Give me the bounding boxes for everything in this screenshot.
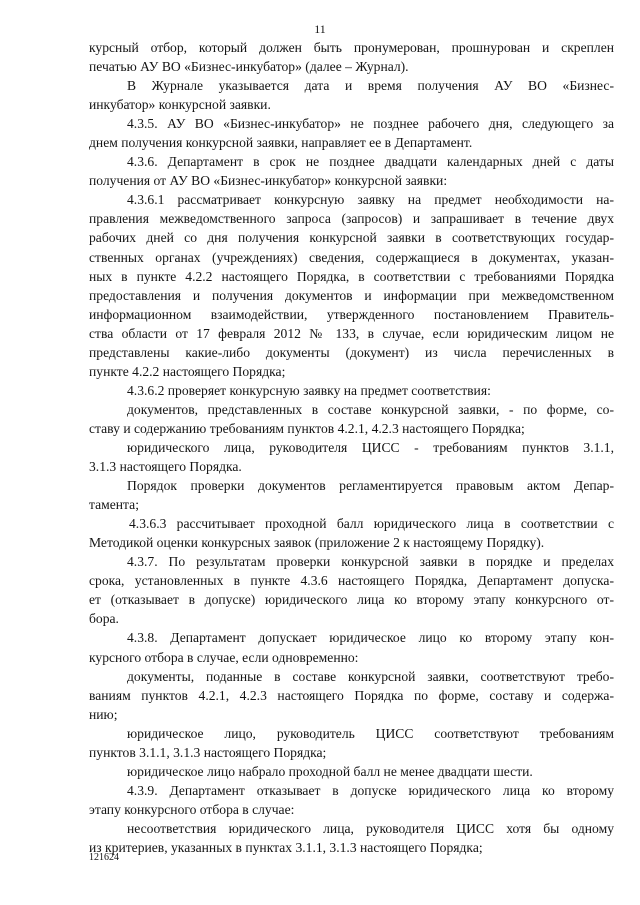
text-line: днем получения конкурсной заявки, направляет ее в Департамент.: [89, 135, 473, 151]
text-line: представлены какие-либо документы (документ) из числа перечисленных в: [89, 344, 614, 360]
text-line: 4.3.5. АУ ВО «Бизнес-инкубатор» не позднее рабочего дня, следующего за: [127, 116, 614, 132]
text-line: печатью АУ ВО «Бизнес-инкубатор» (далее – Журнал).: [89, 59, 409, 75]
document-code: 121624: [89, 852, 119, 863]
text-line: Порядок проверки документов регламентируется правовым актом Депар-: [127, 478, 614, 494]
text-line: этапу конкурсного отбора в случае:: [89, 801, 295, 817]
text-line: рабочих дней со дня получения конкурсной заявки в соответствующих государ-: [89, 230, 614, 246]
text-line: В Журнале указывается дата и время получения АУ ВО «Бизнес-: [127, 78, 614, 94]
text-line: бора.: [89, 611, 119, 627]
text-line: курсный отбор, который должен быть пронумерован, прошнурован и скреплен: [89, 40, 614, 55]
text-line: ных в пункте 4.2.2 настоящего Порядка, в соответствии с требованиями Порядка: [89, 268, 614, 284]
text-line: нию;: [89, 706, 118, 722]
text-line: тамента;: [89, 497, 139, 513]
text-line: документов, представленных в составе конкурсной заявки, - по форме, со-: [127, 401, 614, 417]
text-line: инкубатор» конкурсной заявки.: [89, 97, 271, 113]
text-line: ства области от 17 февраля 2012 № 133, в случае, если юридическим лицом не: [89, 325, 614, 341]
text-line: 4.3.8. Департамент допускает юридическое лицо ко второму этапу кон-: [127, 630, 614, 646]
text-line: 4.3.7. По результатам проверки конкурсной заявки в порядке и пределах: [127, 554, 614, 570]
text-line: юридического лица, руководителя ЦИСС - требованиям пунктов 3.1.1,: [127, 439, 614, 455]
text-line: ставу и содержанию требованиям пунктов 4.2.1, 4.2.3 настоящего Порядка;: [89, 420, 525, 436]
text-line: 4.3.6.1 рассматривает конкурсную заявку на предмет необходимости на-: [127, 192, 614, 208]
text-line: пунктов 3.1.1, 3.1.3 настоящего Порядка;: [89, 744, 327, 760]
text-line: курсного отбора в случае, если одновременно:: [89, 649, 359, 665]
text-line: 4.3.9. Департамент отказывает в допуске юридического лица ко второму: [127, 782, 614, 798]
text-line: 3.1.3 настоящего Порядка.: [89, 459, 242, 475]
text-line: предоставления и получения документов и информации при межведомственном: [89, 287, 614, 303]
document-body: [89, 38, 614, 857]
text-line: несоответствия юридического лица, руководителя ЦИСС хотя бы одному: [127, 820, 614, 836]
text-line: Методикой оценки конкурсных заявок (приложение 2 к настоящему Порядку).: [89, 535, 545, 551]
text-line: 4.3.6.3 рассчитывает проходной балл юридического лица в соответствии с: [129, 516, 614, 532]
text-line: ваниям пунктов 4.2.1, 4.2.3 настоящего Порядка по форме, составу и содержа-: [89, 687, 614, 703]
text-line: ственных органах (учреждениях) сведения, содержащиеся в документах, указан-: [89, 249, 614, 265]
text-line: получения от АУ ВО «Бизнес-инкубатор» конкурсной заявки:: [89, 173, 448, 189]
text-line: юридическое лицо, руководитель ЦИСС соответствуют требованиям: [127, 725, 614, 741]
text-line: правления межведомственного запроса (запросов) и запрашивает в течение двух: [89, 211, 614, 227]
text-line: пункте 4.2.2 настоящего Порядка;: [89, 363, 286, 379]
page-number: 11: [314, 22, 326, 36]
text-line: ет (отказывает в допуске) юридического лица ко второму этапу конкурсного от-: [89, 592, 614, 608]
text-line: из критериев, указанных в пунктах 3.1.1, 3.1.3 настоящего Порядка;: [89, 839, 483, 855]
text-line: срока, установленных в пункте 4.3.6 настоящего Порядка, Департамент допуска-: [89, 573, 614, 589]
text-line: информационном взаимодействии, утвержденного постановлением Правитель-: [89, 306, 614, 322]
text-line: 4.3.6. Департамент в срок не позднее двадцати календарных дней с даты: [127, 154, 614, 170]
text-line: 4.3.6.2 проверяет конкурсную заявку на предмет соответствия:: [127, 382, 491, 398]
text-line: юридическое лицо набрало проходной балл не менее двадцати шести.: [127, 763, 533, 779]
text-line: документы, поданные в составе конкурсной заявки, соответствуют требо-: [127, 668, 614, 684]
